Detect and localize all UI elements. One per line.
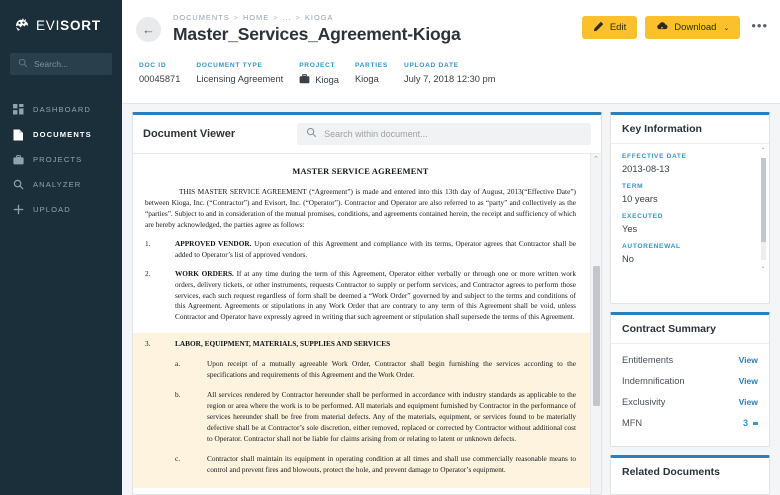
contract-summary-title: Contract Summary: [611, 315, 769, 344]
left-sidebar: [0, 0, 122, 495]
sidebar-item-label: UPLOAD: [33, 205, 71, 214]
summary-row-entitlements: [622, 355, 758, 365]
edit-button[interactable]: [582, 16, 637, 39]
clause-text: Upon execution of this Agreement and compliance with its terms, Operator agrees that Contractor shall be added to Operator’s list of approved vendors.: [175, 238, 576, 259]
key-info-label: EXECUTED: [622, 213, 664, 220]
page-header: [122, 0, 780, 104]
cloud-download-icon: [656, 21, 668, 35]
metadata-item-doc-id: [139, 62, 180, 86]
document-clause-3b: [145, 390, 576, 445]
evisort-logo-icon: [14, 17, 31, 33]
scroll-down-icon[interactable]: ⌄: [760, 264, 766, 270]
document-viewer-panel: [132, 112, 602, 495]
document-heading: MASTER SERVICE AGREEMENT: [292, 167, 429, 176]
sidebar-item-label: PROJECTS: [33, 155, 83, 164]
metadata-item-document-type: [196, 62, 283, 86]
breadcrumb: [173, 10, 461, 22]
clause-number: 1.: [145, 238, 151, 248]
summary-row-mfn: [622, 418, 758, 428]
scroll-up-icon[interactable]: ⌃: [760, 148, 766, 154]
sidebar-item-upload[interactable]: [0, 197, 122, 222]
summary-row-label: Entitlements: [622, 355, 674, 365]
key-info-value: 2013-08-13: [622, 164, 670, 174]
document-clause-3-heading: [145, 339, 576, 350]
metadata-item-project: [299, 62, 339, 86]
viewer-header: [133, 115, 601, 154]
metadata-label: PARTIES: [354, 62, 388, 69]
page-title: Master_Services_Agreement-Kioga: [173, 24, 461, 44]
subclause-number: c.: [175, 453, 181, 463]
document-clause-3a: [145, 359, 576, 381]
sidebar-item-label: DASHBOARD: [33, 105, 92, 114]
metadata-value: July 7, 2018 12:30 pm: [403, 74, 496, 84]
chevron-right-icon: >: [295, 13, 301, 22]
document-preamble: THIS MASTER SERVICE AGREEMENT (“Agreement”) is made and entered into this 13th day of August, 2013(“Effective Date”) between Kioga, Inc. (“Contractor”) and Evisort, Inc. (“Operator”). Contractor and Operator are also referred to as “party” and collectively as the “parties”. Subject to and in consideration of the mutual promises, conditions, and agreements contained herein, the receipt and sufficiency of which are hereby acknowledged, the parties agree as follows:: [145, 187, 576, 229]
document-page: [133, 154, 590, 494]
metadata-item-upload-date: [404, 62, 495, 86]
summary-row-label: Exclusivity: [622, 397, 666, 407]
summary-row-label: MFN: [622, 418, 643, 428]
metadata-label: DOC ID: [139, 62, 167, 69]
download-button[interactable]: [645, 16, 740, 39]
metadata-value: Kioga: [315, 75, 339, 85]
chevron-down-icon: ⌄: [723, 24, 730, 32]
sidebar-item-dashboard[interactable]: [0, 97, 122, 122]
metadata-label: UPLOAD DATE: [403, 62, 459, 69]
chevron-right-icon: >: [273, 13, 279, 22]
back-button[interactable]: [136, 17, 161, 42]
scrollbar-thumb[interactable]: [593, 266, 600, 406]
document-clause-2: [145, 269, 576, 324]
dashboard-grid-icon: [13, 104, 26, 115]
main-area: [122, 0, 780, 495]
key-info-value: 10 years: [622, 194, 658, 204]
subclause-number: b.: [175, 390, 181, 400]
summary-row-label: Indemnification: [622, 376, 685, 386]
summary-row-indemnification: [622, 376, 758, 386]
briefcase-icon: [13, 155, 26, 165]
chevron-right-icon: >: [233, 13, 239, 22]
mfn-count[interactable]: [743, 418, 758, 428]
metadata-item-parties: [355, 62, 388, 86]
view-link[interactable]: View: [738, 376, 758, 386]
scrollbar-thumb[interactable]: [761, 158, 766, 242]
edit-button-label: Edit: [609, 22, 627, 33]
clause-number: 3.: [145, 339, 151, 349]
sidebar-nav: [0, 97, 122, 222]
contract-summary-body: [611, 344, 769, 438]
document-icon: [13, 129, 26, 141]
briefcase-icon: [299, 74, 310, 86]
mfn-count-value: 3: [742, 418, 748, 428]
document-clause-1: [145, 239, 576, 261]
clause-body: [175, 239, 576, 261]
plus-icon: [13, 204, 26, 215]
download-button-label: Download: [674, 22, 717, 33]
document-scrollbar[interactable]: [590, 154, 601, 494]
breadcrumb-item[interactable]: ...: [282, 13, 292, 22]
sidebar-search[interactable]: [10, 53, 112, 75]
subclause-text: Contractor shall maintain its equipment in operating condition at all times and shall use commercially reasonable means to control and prevent fires and blowouts, protect the hole, and prevent damage to Operator’s equipment.: [207, 453, 576, 474]
related-documents-card: [610, 455, 770, 495]
clause-title: LABOR, EQUIPMENT, MATERIALS, SUPPLIES AND SERVICES: [175, 339, 391, 349]
metadata-label: PROJECT: [299, 62, 336, 69]
contract-summary-card: [610, 312, 770, 447]
subclause-number: a.: [175, 359, 181, 369]
key-information-body: [611, 144, 769, 274]
metadata-value: 00045871: [139, 74, 181, 84]
key-information-card: [610, 112, 770, 304]
right-rail: [610, 112, 770, 495]
key-info-label: AUTORENEWAL: [622, 243, 681, 250]
metadata-value: Kioga: [354, 74, 379, 84]
clause-number: 2.: [145, 268, 151, 278]
sidebar-item-label: ANALYZER: [33, 180, 82, 189]
document-clause-3c: [145, 454, 576, 476]
magnifier-icon: [13, 179, 26, 190]
view-link[interactable]: View: [738, 397, 758, 407]
document-search[interactable]: [297, 123, 591, 145]
collapse-dash-icon[interactable]: [753, 422, 758, 425]
clause-body: [175, 269, 576, 324]
paper-scroll-region: [133, 154, 601, 494]
content-area: [122, 104, 780, 495]
arrow-left-icon: ←: [142, 22, 155, 37]
header-actions: [582, 16, 768, 39]
scroll-up-icon[interactable]: ⌃: [593, 156, 599, 163]
more-horizontal-icon[interactable]: •••: [751, 18, 768, 33]
brand-logo[interactable]: [0, 10, 122, 36]
key-info-label: EFFECTIVE DATE: [622, 153, 687, 160]
key-information-scrollbar[interactable]: [759, 148, 767, 270]
search-icon: [306, 125, 317, 143]
viewer-title: Document Viewer: [143, 128, 236, 140]
breadcrumb-item[interactable]: DOCUMENTS: [173, 13, 230, 22]
metadata-value: Licensing Agreement: [196, 74, 284, 84]
clause-text: If at any time during the term of this Agreement, Operator either verbally or through one or more written work orders, delivery tickets, or other instruments, requests Contractor to supply or perform services, and Contractor agrees to perform those services, each such request regardless of form shall be deemed a “Work Order” governed by and subject to the terms and conditions of this Agreement. Agreements or stipulations in any Work Order that are contrary to any term of this Agreement shall be void, unless Contractor and Operator have expressly agreed in writing that such agreement or stipulation shall supersede the terms of this Agreement.: [175, 268, 576, 322]
clause-title: APPROVED VENDOR.: [175, 238, 252, 248]
key-info-value: Yes: [622, 224, 638, 234]
search-icon: [18, 55, 28, 73]
pencil-icon: [593, 21, 604, 35]
logo-text: EVISORT: [36, 17, 101, 33]
breadcrumb-item[interactable]: KIOGA: [304, 13, 334, 22]
highlighted-clause-section: [133, 333, 590, 487]
sidebar-item-documents[interactable]: [0, 122, 122, 147]
sidebar-item-projects[interactable]: [0, 147, 122, 172]
summary-row-exclusivity: [622, 397, 758, 407]
subclause-text: Upon receipt of a mutually agreeable Work Order, Contractor shall begin furnishing the services according to the specifications and requirements of this Agreement and the Work Order.: [207, 359, 576, 380]
document-search-input[interactable]: [324, 129, 582, 139]
key-information-title: Key Information: [611, 115, 769, 144]
key-info-value: No: [622, 254, 634, 264]
document-metadata: [136, 62, 766, 86]
subclause-text: All services rendered by Contractor hereunder shall be performed in accordance with industry standards as applicable to the region or area where the work is to be performed. All materials and equipment furnished by Contractor in the performance of services hereunder shall be free from material defects. Any of the materials, equipment, or services found to be materially defective shall be at Contractor’s sole discretion, either removed, replaced or corrected by Contractor without additional cost to Operator. Contractor shall not be liable for claims arising from or relating to latent or unknown defects.: [207, 390, 576, 443]
metadata-label: DOCUMENT TYPE: [196, 62, 263, 69]
related-documents-title: Related Documents: [622, 466, 721, 478]
sidebar-item-analyzer[interactable]: [0, 172, 122, 197]
metadata-value-row: [299, 74, 339, 86]
key-info-label: TERM: [622, 183, 644, 190]
clause-title: WORK ORDERS.: [175, 268, 234, 278]
breadcrumb-item[interactable]: HOME: [242, 13, 270, 22]
search-input[interactable]: [34, 59, 104, 69]
view-link[interactable]: View: [738, 355, 758, 365]
sidebar-item-label: DOCUMENTS: [33, 130, 92, 139]
